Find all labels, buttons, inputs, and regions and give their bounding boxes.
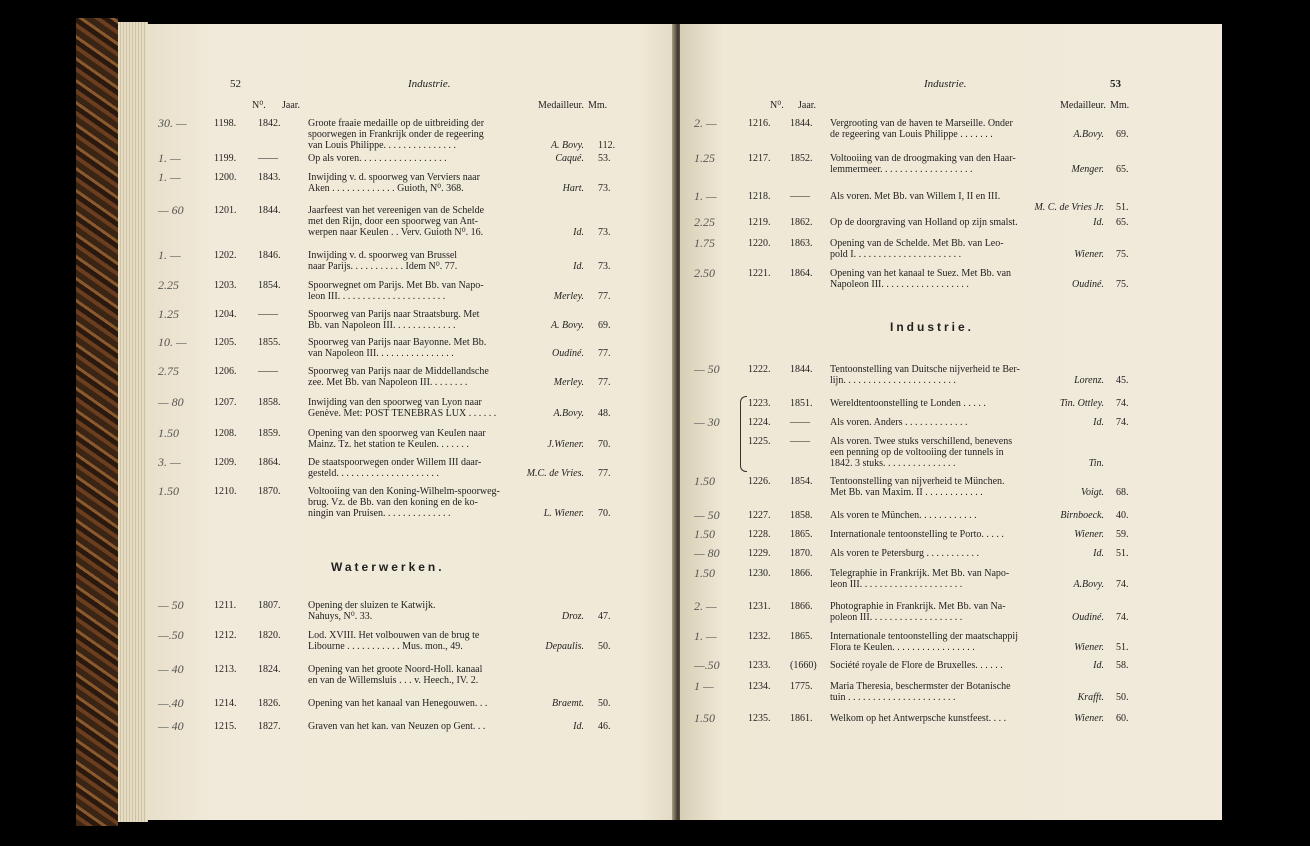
entry-year: 1870.	[258, 486, 281, 497]
entry-number: 1227.	[748, 510, 771, 521]
entry-number: 1213.	[214, 664, 237, 675]
entry-year: ——	[258, 153, 278, 164]
entry-medallist: Wiener.	[1074, 642, 1104, 653]
entry-mm: 51.	[1116, 202, 1129, 213]
entry-number: 1212.	[214, 630, 237, 641]
entry-number: 1228.	[748, 529, 771, 540]
entry-mm: 50.	[598, 698, 611, 709]
entry-year: 1851.	[790, 398, 813, 409]
entry-number: 1234.	[748, 681, 771, 692]
entry-mm: 51.	[1116, 642, 1129, 653]
entry-medallist: Tin. Ottley.	[1059, 398, 1104, 409]
entry-mm: 74.	[1116, 398, 1129, 409]
entry-number: 1216.	[748, 118, 771, 129]
entry-year: 1844.	[790, 118, 813, 129]
handwritten-price: 1. —	[694, 189, 717, 203]
left-page	[146, 24, 706, 820]
handwritten-price: 2.50	[694, 266, 715, 280]
handwritten-price: 1.50	[694, 566, 715, 580]
entry-text-last-line: 1842. 3 stuks. . . . . . . . . . . . . . .	[830, 458, 956, 469]
entry-mm: 58.	[1116, 660, 1129, 671]
handwritten-price: 1. —	[694, 629, 717, 643]
entry-text-last-line: en van de Willemsluis . . . v. Heech., IV. 2.	[308, 675, 479, 686]
entry-text-line: Spoorweg van Parijs naar Bayonne. Met Bb.	[308, 337, 487, 348]
entry-medallist: M. C. de Vries Jr.	[1034, 202, 1104, 213]
entry-mm: 75.	[1116, 249, 1129, 260]
entry-medallist: L. Wiener.	[543, 508, 584, 519]
entry-year: ——	[258, 309, 278, 320]
col-header-medallist: Medailleur.	[538, 100, 584, 111]
entry-year: 1844.	[258, 205, 281, 216]
entry-year: 1859.	[258, 428, 281, 439]
entry-year: 1858.	[790, 510, 813, 521]
entry-text-last-line: Wereldtentoonstelling te Londen . . . . .	[830, 398, 986, 409]
entry-mm: 112.	[598, 140, 616, 151]
running-title: Industrie.	[408, 78, 451, 90]
entry-medallist: Id.	[573, 261, 584, 272]
entry-medallist: Tin.	[1088, 458, 1104, 469]
entry-medallist: A.Bovy.	[553, 408, 584, 419]
entry-text-last-line: Napoleon III. . . . . . . . . . . . . . . . . .	[830, 279, 969, 290]
handwritten-price: 10. —	[158, 335, 187, 349]
entry-mm: 53.	[598, 153, 611, 164]
entry-text-line: Spoorweg van Parijs naar de Middellandsche	[308, 366, 489, 377]
entry-number: 1225.	[748, 436, 771, 447]
entry-year: 1855.	[258, 337, 281, 348]
handwritten-price: 2.25	[694, 215, 715, 229]
entry-number: 1231.	[748, 601, 771, 612]
handwritten-price: 1.50	[694, 711, 715, 725]
entry-year: 1807.	[258, 600, 281, 611]
entry-text-last-line: Genève. Met: POST TENEBRAS LUX . . . . . .	[308, 408, 497, 419]
entry-text-last-line: Internationale tentoonstelling te Porto. . . . .	[830, 529, 1004, 540]
entry-year: 1827.	[258, 721, 281, 732]
entry-text-last-line: werpen naar Keulen . . Verv. Guioth N⁰. 16.	[308, 227, 484, 238]
entry-number: 1229.	[748, 548, 771, 559]
entry-text-last-line: Libourne . . . . . . . . . . . Mus. mon., 49.	[308, 641, 463, 652]
entry-medallist: Oudiné.	[1072, 612, 1104, 623]
entry-medallist: Merley.	[553, 377, 584, 388]
entry-medallist: M.C. de Vries.	[526, 468, 584, 479]
entry-medallist: Id.	[1093, 217, 1104, 228]
entry-medallist: Merley.	[553, 291, 584, 302]
entry-year: 1824.	[258, 664, 281, 675]
entry-mm: 77.	[598, 377, 611, 388]
entry-text-last-line: Als voren te München. . . . . . . . . . . .	[830, 510, 977, 521]
entry-text-last-line: tuin . . . . . . . . . . . . . . . . . . . . . .	[830, 692, 956, 703]
entry-text-line: met den Rijn, door een spoorweg van Ant-	[308, 216, 478, 227]
entry-text-last-line: Als voren te Petersburg . . . . . . . . . . .	[830, 548, 979, 559]
entry-mm: 77.	[598, 291, 611, 302]
entry-medallist: Braemt.	[552, 698, 584, 709]
handwritten-price: — 40	[158, 719, 184, 733]
handwritten-price: — 80	[158, 395, 184, 409]
entry-number: 1211.	[214, 600, 237, 611]
entry-year: (1660)	[790, 660, 817, 671]
handwritten-price: 1. —	[158, 170, 181, 184]
entry-text-last-line: de regeering van Louis Philippe . . . . . . .	[830, 129, 993, 140]
handwritten-price: — 40	[158, 662, 184, 676]
handwritten-price: — 50	[158, 598, 184, 612]
entry-number: 1203.	[214, 280, 237, 291]
entry-text-last-line: poleon III. . . . . . . . . . . . . . . . . . .	[830, 612, 963, 623]
handwritten-price: 1.25	[158, 307, 179, 321]
entry-medallist: Wiener.	[1074, 713, 1104, 724]
entry-medallist: Hart.	[562, 183, 584, 194]
entry-number: 1218.	[748, 191, 771, 202]
entry-medallist: Depaulis.	[545, 641, 584, 652]
entry-medallist: Id.	[1093, 660, 1104, 671]
entry-text-line: Jaarfeest van het vereenigen van de Schelde	[308, 205, 485, 216]
handwritten-price: 1.25	[694, 151, 715, 165]
entry-mm: 50.	[598, 641, 611, 652]
entry-year: 1842.	[258, 118, 281, 129]
entry-number: 1226.	[748, 476, 771, 487]
handwritten-price: —.50	[158, 628, 184, 642]
entry-number: 1202.	[214, 250, 237, 261]
entry-mm: 73.	[598, 261, 611, 272]
entry-year: 1775.	[790, 681, 813, 692]
entry-text-line: Telegraphie in Frankrijk. Met Bb. van Napo-	[830, 568, 1010, 579]
entry-mm: 73.	[598, 227, 611, 238]
entry-year: 1846.	[258, 250, 281, 261]
entry-number: 1210.	[214, 486, 237, 497]
entry-number: 1214.	[214, 698, 237, 709]
entry-medallist: Id.	[573, 227, 584, 238]
entry-text-line: Inwijding v. d. spoorweg van Brussel	[308, 250, 458, 261]
entry-medallist: Id.	[1093, 548, 1104, 559]
entry-mm: 45.	[1116, 375, 1129, 386]
entry-number: 1219.	[748, 217, 771, 228]
entry-year: 1865.	[790, 529, 813, 540]
entry-medallist: A.Bovy.	[1073, 579, 1104, 590]
entry-number: 1222.	[748, 364, 771, 375]
entry-text-last-line: pold I. . . . . . . . . . . . . . . . . . . . . .	[830, 249, 962, 260]
entry-mm: 46.	[598, 721, 611, 732]
entry-year: 1861.	[790, 713, 813, 724]
entry-medallist: Krafft.	[1077, 692, 1104, 703]
entry-medallist: A. Bovy.	[550, 140, 584, 151]
entry-text-last-line: lemmermeer. . . . . . . . . . . . . . . . . . .	[830, 164, 973, 175]
entry-text-line: Inwijding van den spoorweg van Lyon naar	[308, 397, 482, 408]
entry-text-last-line: Bb. van Napoleon III. . . . . . . . . . . . .	[308, 320, 456, 331]
entry-text-line: De staatspoorwegen onder Willem III daar-	[308, 457, 482, 468]
entry-number: 1230.	[748, 568, 771, 579]
entry-text-line: Tentoonstelling van nijverheid te München.	[830, 476, 1005, 487]
entry-medallist: Wiener.	[1074, 249, 1104, 260]
col-header-mm: Mm.	[588, 100, 608, 111]
entry-text-line: spoorwegen in Frankrijk onder de regeering	[308, 129, 484, 140]
entry-text-line: Voltooiing van den Koning-Wilhelm-spoorweg-	[308, 486, 500, 497]
entry-medallist: Oudiné.	[552, 348, 584, 359]
entry-number: 1208.	[214, 428, 237, 439]
entry-mm: 50.	[1116, 692, 1129, 703]
entry-year: 1820.	[258, 630, 281, 641]
entry-number: 1235.	[748, 713, 771, 724]
entry-year: 1854.	[258, 280, 281, 291]
entry-year: ——	[790, 417, 810, 428]
entry-medallist: A.Bovy.	[1073, 129, 1104, 140]
entry-year: 1843.	[258, 172, 281, 183]
entry-year: 1862.	[790, 217, 813, 228]
handwritten-price: — 30	[694, 415, 720, 429]
entry-mm: 74.	[1116, 612, 1129, 623]
entry-number: 1220.	[748, 238, 771, 249]
page-number: 52	[230, 78, 241, 90]
entry-number: 1205.	[214, 337, 237, 348]
entry-text-line: Voltooiing van de droogmaking van den Haar-	[830, 153, 1016, 164]
entry-mm: 60.	[1116, 713, 1129, 724]
handwritten-price: 30. —	[158, 116, 187, 130]
entry-mm: 74.	[1116, 579, 1129, 590]
entry-text-line: brug. Vz. de Bb. van den koning en de ko-	[308, 497, 478, 508]
entry-mm: 73.	[598, 183, 611, 194]
entry-text-line: Als voren. Met Bb. van Willem I, II en III.	[830, 191, 1001, 202]
entry-medallist: Lorenz.	[1074, 375, 1104, 386]
entry-medallist: A. Bovy.	[550, 320, 584, 331]
entry-mm: 75.	[1116, 279, 1129, 290]
handwritten-price: 2. —	[694, 116, 717, 130]
entry-text-line: Lod. XVIII. Het volbouwen van de brug te	[308, 630, 480, 641]
entry-text-last-line: Société royale de Flore de Bruxelles. . . . . .	[830, 660, 1003, 671]
entry-number: 1223.	[748, 398, 771, 409]
entry-medallist: Droz.	[561, 611, 584, 622]
entry-text-last-line: Graven van het kan. van Neuzen op Gent. . .	[308, 721, 486, 732]
entry-year: ——	[258, 366, 278, 377]
entry-number: 1198.	[214, 118, 237, 129]
entry-medallist: J.Wiener.	[547, 439, 584, 450]
entry-text-last-line: Als voren. Anders . . . . . . . . . . . . .	[830, 417, 968, 428]
handwritten-price: 1.50	[694, 474, 715, 488]
col-header-year: Jaar.	[798, 100, 817, 111]
col-header-no: N⁰.	[252, 100, 266, 111]
right-page	[680, 24, 1222, 820]
entry-mm: 70.	[598, 508, 611, 519]
entry-text-line: Opening van het kanaal te Suez. Met Bb. van	[830, 268, 1012, 279]
entry-text-line: Tentoonstelling van Duitsche nijverheid te Ber-	[830, 364, 1020, 375]
handwritten-price: 1.50	[694, 527, 715, 541]
entry-number: 1200.	[214, 172, 237, 183]
entry-text-last-line: van Napoleon III. . . . . . . . . . . . . . . .	[308, 348, 454, 359]
entry-mm: 47.	[598, 611, 611, 622]
entry-text-last-line: Mainz. Tz. het station te Keulen. . . . . . .	[308, 439, 469, 450]
entry-year: 1852.	[790, 153, 813, 164]
handwritten-price: 1. —	[158, 248, 181, 262]
entry-mm: 40.	[1116, 510, 1129, 521]
entry-mm: 74.	[1116, 417, 1129, 428]
handwritten-price: — 60	[158, 203, 184, 217]
entry-number: 1209.	[214, 457, 237, 468]
entry-text-last-line: leon III. . . . . . . . . . . . . . . . . . . . . .	[308, 291, 446, 302]
handwritten-price: 1.50	[158, 484, 179, 498]
entry-text-line: Internationale tentoonstelling der maatschappij	[830, 631, 1018, 642]
entry-year: 1863.	[790, 238, 813, 249]
book-spread	[76, 18, 1222, 826]
handwritten-price: 1 —	[694, 679, 714, 693]
handwritten-price: 2.75	[158, 364, 179, 378]
entry-year: ——	[790, 191, 810, 202]
entry-medallist: Id.	[1093, 417, 1104, 428]
entry-year: ——	[790, 436, 810, 447]
entry-number: 1217.	[748, 153, 771, 164]
col-header-no: N⁰.	[770, 100, 784, 111]
entry-number: 1233.	[748, 660, 771, 671]
entry-text-last-line: Met Bb. van Maxim. II . . . . . . . . . . . .	[830, 487, 983, 498]
entry-text-line: Opening van den spoorweg van Keulen naar	[308, 428, 486, 439]
entry-text-last-line: Op als voren. . . . . . . . . . . . . . . . . .	[308, 153, 447, 164]
col-header-mm: Mm.	[1110, 100, 1130, 111]
page-edges	[118, 22, 148, 822]
entry-medallist: Caqué.	[555, 153, 584, 164]
entry-medallist: Wiener.	[1074, 529, 1104, 540]
entry-number: 1224.	[748, 417, 771, 428]
entry-text-last-line: ningin van Pruisen. . . . . . . . . . . . . .	[308, 508, 451, 519]
entry-medallist: Oudiné.	[1072, 279, 1104, 290]
entry-mm: 69.	[1116, 129, 1129, 140]
entry-number: 1204.	[214, 309, 237, 320]
handwritten-price: — 80	[694, 546, 720, 560]
entry-mm: 65.	[1116, 217, 1129, 228]
entry-medallist: Birnboeck.	[1060, 510, 1104, 521]
entry-text-line: een penning op de voltooiing der tunnels in	[830, 447, 1004, 458]
entry-text-line: Vergrooting van de haven te Marseille. Onder	[830, 118, 1013, 129]
entry-text-line: Opening der sluizen te Katwijk.	[308, 600, 436, 611]
entry-year: 1864.	[790, 268, 813, 279]
handwritten-price: —.40	[158, 696, 184, 710]
entry-year: 1854.	[790, 476, 813, 487]
entry-text-line: Photographie in Frankrijk. Met Bb. van Na-	[830, 601, 1006, 612]
entry-text-line: Opening van het groote Noord-Holl. kanaal	[308, 664, 483, 675]
handwritten-price: —.50	[694, 658, 720, 672]
entry-text-last-line: lijn. . . . . . . . . . . . . . . . . . . . . . .	[830, 375, 956, 386]
entry-year: 1858.	[258, 397, 281, 408]
entry-number: 1201.	[214, 205, 237, 216]
entry-year: 1866.	[790, 601, 813, 612]
handwritten-price: 2. —	[694, 599, 717, 613]
entry-mm: 77.	[598, 348, 611, 359]
entry-text-last-line: naar Parijs. . . . . . . . . . . Idem N⁰. 77.	[308, 261, 458, 272]
entry-number: 1206.	[214, 366, 237, 377]
entry-medallist: Voigt.	[1080, 487, 1104, 498]
entry-number: 1215.	[214, 721, 237, 732]
entry-medallist: Menger.	[1071, 164, 1104, 175]
handwritten-price: 2.25	[158, 278, 179, 292]
handwritten-price: — 50	[694, 508, 720, 522]
handwritten-price: 3. —	[158, 455, 181, 469]
entry-text-line: Groote fraaie medaille op de uitbreiding der	[308, 118, 485, 129]
entry-text-line: Spoorweg van Parijs naar Straatsburg. Met	[308, 309, 480, 320]
entry-text-last-line: Flora te Keulen. . . . . . . . . . . . . . . . .	[830, 642, 975, 653]
entry-text-last-line: Aken . . . . . . . . . . . . . Guioth, N⁰. 368.	[308, 183, 464, 194]
entry-year: 1870.	[790, 548, 813, 559]
entry-text-last-line: Welkom op het Antwerpsche kunstfeest. . . .	[830, 713, 1007, 724]
handwritten-price: 1.75	[694, 236, 715, 250]
entry-mm: 69.	[598, 320, 611, 331]
entry-mm: 77.	[598, 468, 611, 479]
page-number: 53	[1110, 78, 1121, 90]
entry-year: 1866.	[790, 568, 813, 579]
entry-year: 1826.	[258, 698, 281, 709]
entry-text-line: Inwijding v. d. spoorweg van Verviers naar	[308, 172, 480, 183]
entry-medallist: Id.	[573, 721, 584, 732]
entry-text-last-line: leon III. . . . . . . . . . . . . . . . . . . . .	[830, 579, 963, 590]
entry-year: 1844.	[790, 364, 813, 375]
col-header-year: Jaar.	[282, 100, 301, 111]
entry-mm: 51.	[1116, 548, 1129, 559]
entry-mm: 68.	[1116, 487, 1129, 498]
section-title: Waterwerken.	[331, 560, 445, 574]
book-cover-marbled	[76, 18, 118, 826]
grouping-brace	[740, 396, 747, 472]
entry-mm: 70.	[598, 439, 611, 450]
entry-number: 1232.	[748, 631, 771, 642]
entry-text-line: Spoorwegnet om Parijs. Met Bb. van Napo-	[308, 280, 484, 291]
section-title: Industrie.	[890, 320, 975, 334]
entry-number: 1199.	[214, 153, 237, 164]
handwritten-price: — 50	[694, 362, 720, 376]
handwritten-price: 1. —	[158, 151, 181, 165]
entry-text-last-line: gesteld. . . . . . . . . . . . . . . . . . . . .	[308, 468, 439, 479]
running-title: Industrie.	[924, 78, 967, 90]
entry-text-last-line: Op de doorgraving van Holland op zijn smalst.	[830, 217, 1018, 228]
entry-text-last-line: van Louis Philippe. . . . . . . . . . . . . . .	[308, 140, 457, 151]
entry-number: 1207.	[214, 397, 237, 408]
entry-text-last-line: Opening van het kanaal van Henegouwen. . .	[308, 698, 488, 709]
entry-year: 1865.	[790, 631, 813, 642]
entry-mm: 48.	[598, 408, 611, 419]
entry-number: 1221.	[748, 268, 771, 279]
handwritten-price: 1.50	[158, 426, 179, 440]
entry-text-last-line: zee. Met Bb. van Napoleon III. . . . . . . .	[308, 377, 468, 388]
entry-text-last-line: Nahuys, N⁰. 33.	[308, 611, 373, 622]
entry-year: 1864.	[258, 457, 281, 468]
entry-text-line: Maria Theresia, beschermster der Botanische	[830, 681, 1011, 692]
entry-text-line: Opening van de Schelde. Met Bb. van Leo-	[830, 238, 1004, 249]
col-header-medallist: Medailleur.	[1060, 100, 1106, 111]
entry-mm: 65.	[1116, 164, 1129, 175]
entry-text-line: Als voren. Twee stuks verschillend, benevens	[830, 436, 1013, 447]
entry-mm: 59.	[1116, 529, 1129, 540]
